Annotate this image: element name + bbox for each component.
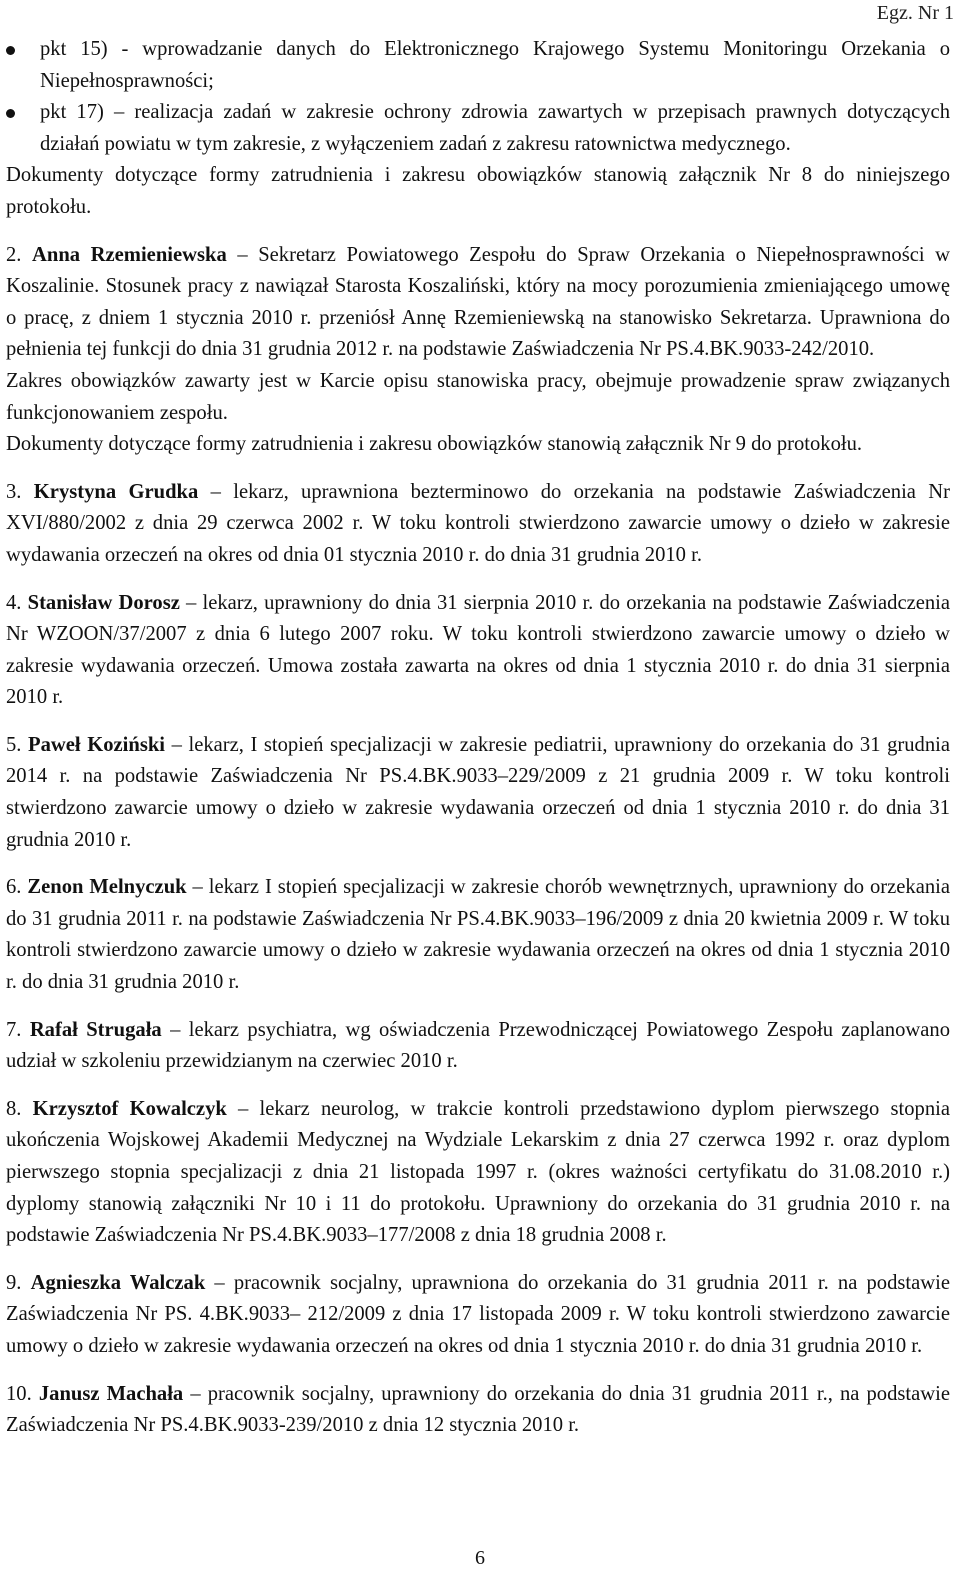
entry-separator: –: [198, 480, 234, 503]
person-name: Paweł Koziński: [28, 733, 166, 756]
entry-text: lekarz I stopień specjalizacji w zakresie chorób wewnętrznych, uprawniony do orzekania do 31 grudnia 2011 r. na podstawie Zaświadczenia Nr PS.4.BK.9033–196/2009 z dnia 20 kwietnia 2009 r. W toku kontroli stwierdzono zawarcie umowy o dzieło w zakresie wydawania orzeczeń na okres od dnia 1 stycznia 2010 r. do dnia 31 grudnia 2010 r.: [6, 876, 951, 994]
entry-text: Sekretarz Powiatowego Zespołu do Spraw Orzekania o Niepełnosprawności w Koszalinie. Stosunek pracy z nawiązał Starosta Koszaliński, który na mocy porozumienia zmieniającego umowę o pracę, z dniem 1 stycznia 2010 r. przeniósł Annę Rzemieniewską na stanowisko Sekretarza. Uprawniona do pełnienia tej funkcji do dnia 31 grudnia 2012 r. na podstawie Zaświadczenia Nr PS.4.BK.9033-242/2010.: [6, 243, 950, 361]
person-name: Rafał Strugała: [29, 1018, 162, 1041]
entry-separator: –: [165, 733, 189, 756]
entry-text: lekarz, uprawniony do dnia 31 sierpnia 2010 r. do orzekania na podstawie Zaświadczenia Nr WZOON/37/2007 z dnia 6 lutego 2007 roku. W toku kontroli stwierdzono zawarcie umowy o dzieło w zakresie wydawania orzeczeń. Umowa została zawarta na okres od dnia 1 stycznia 2010 r. do dnia 31 sierpnia 2010 r.: [6, 591, 951, 709]
person-name: Zenon Melnyczuk: [27, 876, 187, 899]
person-name: Stanisław Dorosz: [27, 591, 180, 614]
intro-documents-paragraph: Dokumenty dotyczące formy zatrudnienia i zakresu obowiązków stanowią załącznik Nr 8 do niniejszego protokołu.: [6, 164, 950, 218]
person-name: Janusz Machała: [38, 1382, 184, 1405]
bullet-item: [6, 34, 950, 97]
entry-paragraph: [6, 240, 950, 366]
entry-text: lekarz neurolog, w trakcie kontroli przedstawiono dyplom pierwszego stopnia ukończenia Wojskowej Akademii Medycznej na Wydziale Lekarskim z dnia 27 czerwca 1992 r. oraz dyplom pierwszego stopnia specjalizacji z dnia 21 listopada 1997 r. (okres ważności certyfikatu do 31.08.2010 r.) dyplomy stanowią załączniki Nr 10 i 11 do protokołu. Uprawniony do orzekania do 31 grudnia 2010 r. na podstawie Zaświadczenia Nr PS.4.BK.9033–177/2008 z dnia 18 grudnia 2008 r.: [6, 1097, 950, 1247]
entry-rafal-strugala: [6, 1015, 950, 1078]
entry-number: 9.: [6, 1271, 22, 1294]
entry-separator: –: [226, 243, 259, 266]
entry-separator: –: [183, 1382, 208, 1405]
entry-text: lekarz, uprawniona bezterminowo do orzekania na podstawie Zaświadczenia Nr XVI/880/2002 z dnia 29 czerwca 2002 r. W toku kontroli stwierdzono zawarcie umowy o dzieło w zakresie wydawania orzeczeń na okres od dnia 01 stycznia 2010 r. do dnia 31 grudnia 2010 r.: [6, 480, 950, 566]
entry-number: 5.: [6, 733, 22, 756]
entry-text: lekarz, I stopień specjalizacji w zakresie pediatrii, uprawniony do orzekania do 31 grudnia 2014 r. na podstawie Zaświadczenia Nr PS.4.BK.9033–229/2009 z 21 grudnia 2009 r. W toku kontroli stwierdzono zawarcie umowy o dzieło w zakresie wydawania orzeczeń od dnia 1 stycznia 2010 r. do dnia 31 grudnia 2010 r.: [6, 733, 950, 851]
entry-janusz-machala: [6, 1379, 950, 1442]
page-number: 6: [475, 1547, 485, 1569]
entry-number: 8.: [6, 1097, 22, 1120]
document-body: [6, 34, 950, 1442]
entry-number: 3.: [6, 480, 22, 503]
duties-scope-paragraph: Zakres obowiązków zawarty jest w Karcie opisu stanowiska pracy, obejmuje prowadzenie spraw związanych funkcjonowaniem zespołu.: [6, 369, 950, 424]
entry-zenon-melnyczuk: [6, 872, 950, 998]
person-name: Krzysztof Kowalczyk: [32, 1097, 227, 1120]
duties-bullet-list: [6, 34, 950, 160]
entry-krystyna-grudka: [6, 477, 950, 572]
entry-number: 6.: [6, 876, 22, 899]
bullet-dot-icon: [6, 46, 15, 55]
entry-separator: –: [205, 1271, 234, 1294]
bullet-item: [6, 97, 950, 160]
entry-text: pracownik socjalny, uprawniona do orzekania do 31 grudnia 2011 r. na podstawie Zaświadczenia Nr PS. 4.BK.9033– 212/2009 z dnia 17 listopada 2009 r. W toku kontroli stwierdzono zawarcie umowy o dzieło w zakresie wydawania orzeczeń na okres od dnia 1 stycznia 2010 r. do dnia 31 grudnia 2010 r.: [6, 1271, 950, 1357]
entry-text: lekarz psychiatra, wg oświadczenia Przewodniczącej Powiatowego Zespołu zaplanowano udział w szkoleniu przewidzianym na czerwiec 2010 r.: [6, 1018, 950, 1073]
entry-pawel-kozinski: [6, 730, 950, 856]
entry-separator: –: [161, 1018, 189, 1041]
bullet-text: pkt 15) - wprowadzanie danych do Elektronicznego Krajowego Systemu Monitoringu Orzekania o Niepełnosprawności;: [40, 38, 950, 92]
entry-agnieszka-walczak: [6, 1268, 950, 1363]
entry-anna-rzemieniewska: [6, 240, 950, 461]
entry-stanislaw-dorosz: [6, 588, 950, 714]
documents-paragraph: Dokumenty dotyczące formy zatrudnienia i zakresu obowiązków stanowią załącznik Nr 9 do protokołu.: [6, 433, 863, 456]
person-name: Krystyna Grudka: [33, 480, 199, 503]
entry-separator: –: [186, 876, 209, 899]
person-name: Agnieszka Walczak: [30, 1271, 206, 1294]
entry-number: 7.: [6, 1018, 22, 1041]
bullet-text: pkt 17) – realizacja zadań w zakresie ochrony zdrowia zawartych w przepisach prawnych dotyczących działań powiatu w tym zakresie, z wyłączeniem zadań z zakresu ratownictwa medycznego.: [40, 101, 950, 155]
entry-number: 4.: [6, 591, 22, 614]
person-name: Anna Rzemieniewska: [32, 243, 227, 266]
entry-number: 10.: [6, 1382, 32, 1405]
entry-separator: –: [179, 591, 203, 614]
entry-number: 2.: [6, 243, 22, 266]
bullet-dot-icon: [6, 109, 15, 118]
entry-text: pracownik socjalny, uprawniony do orzekania do dnia 31 grudnia 2011 r., na podstawie Zaświadczenia Nr PS.4.BK.9033-239/2010 z dnia 12 stycznia 2010 r.: [6, 1382, 951, 1437]
entry-krzysztof-kowalczyk: [6, 1094, 950, 1252]
copy-number-label: Egz. Nr 1: [876, 2, 954, 24]
entry-separator: –: [226, 1097, 260, 1120]
